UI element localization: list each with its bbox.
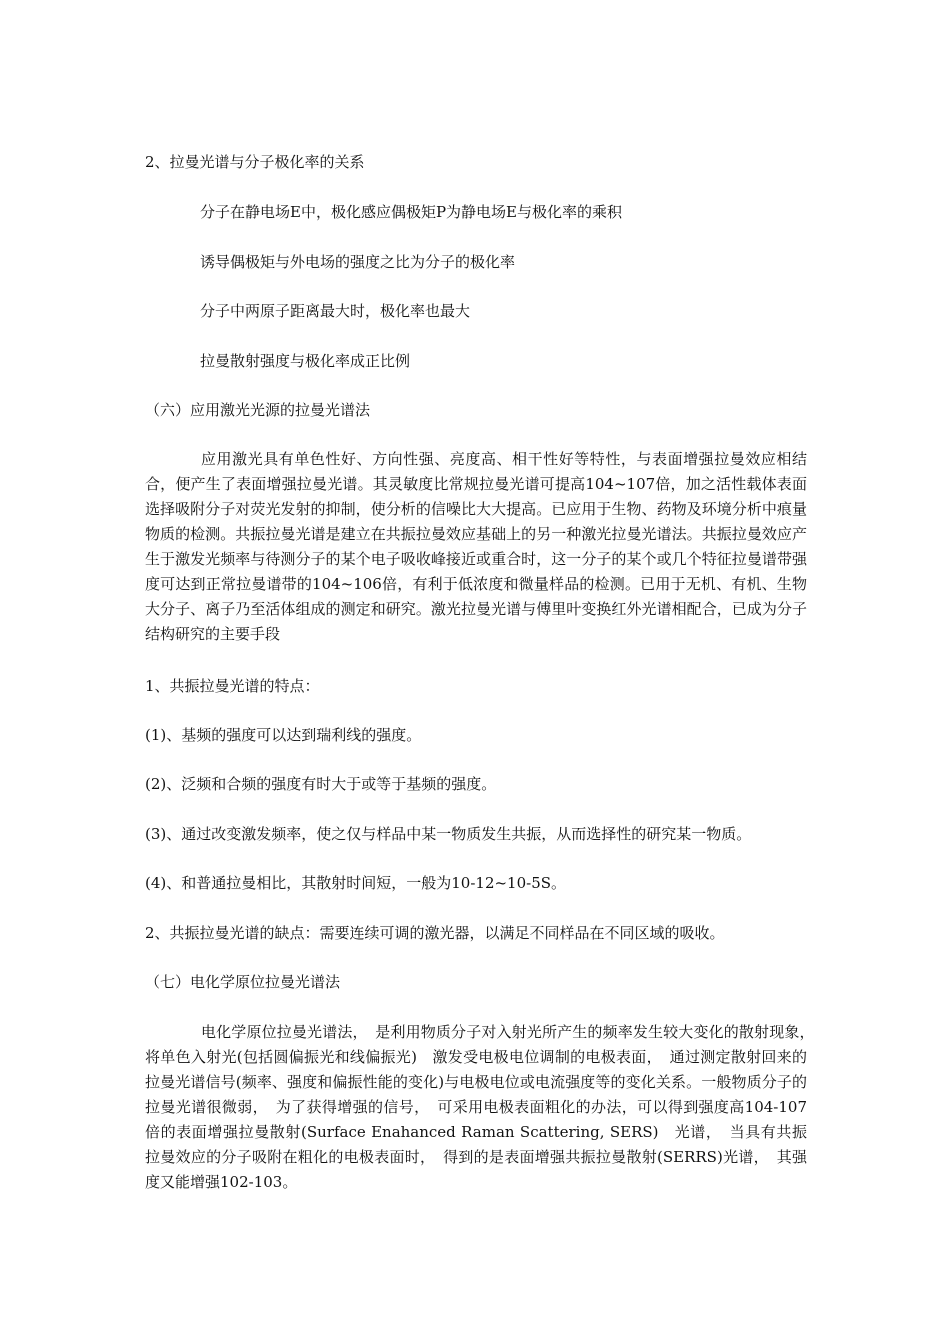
section7-paragraph [145,1020,823,1195]
section2-item-4: 拉曼散射强度与极化率成正比例 [200,352,411,370]
section6-paragraph [145,447,807,647]
section2-heading: 2、拉曼光谱与分子极化率的关系 [145,153,365,171]
section6-paragraph-text: 应用激光具有单色性好、方向性强、亮度高、相干性好等特性，与表面增强拉曼效应相结合，便产生了表面增强拉曼光谱。其灵敏度比常规拉曼光谱可提高104~107倍，加之活性载体表面选择吸附分子对荧光发射的抑制，使分析的信噪比大大提高。已应用于生物、药物及环境分析中痕量物质的检测。共振拉曼光谱是建立在共振拉曼效应基础上的另一种激光拉曼光谱法。共振拉曼效应产生于激发光频率与待测分子的某个电子吸收峰接近或重合时，这一分子的某个或几个特征拉曼谱带强度可达到正常拉曼谱带的104~106倍，有利于低浓度和微量样品的检测。已用于无机、有机、生物大分子、离子乃至活体组成的测定和研究。激光拉曼光谱与傅里叶变换红外光谱相配合，已成为分子结构研究的主要手段 [145,450,807,643]
resonance-feature-2: (2)、泛频和合频的强度有时大于或等于基频的强度。 [145,775,497,793]
resonance-features-heading: 1、共振拉曼光谱的特点： [145,677,320,695]
section6-heading: （六）应用激光光源的拉曼光谱法 [145,401,371,419]
section7-heading: （七）电化学原位拉曼光谱法 [145,973,341,991]
resonance-feature-1: (1)、基频的强度可以达到瑞利线的强度。 [145,726,422,744]
resonance-feature-3: (3)、通过改变激发频率，使之仅与样品中某一物质发生共振，从而选择性的研究某一物质。 [145,825,752,843]
resonance-feature-4: (4)、和普通拉曼相比，其散射时间短，一般为10-12~10-5S。 [145,874,567,892]
section7-paragraph-text: 电化学原位拉曼光谱法， 是利用物质分子对入射光所产生的频率发生较大变化的散射现象， 将单色入射光(包括圆偏振光和线偏振光) 激发受电极电位调制的电极表面， 通过测定散射回来的拉曼光谱信号(频率、强度和偏振性能的变化)与电极电位或电流强度等的变化关系。一般物质分子的拉曼光谱很微弱， 为了获得增强的信号， 可采用电极表面粗化的办法，可以得到强度高104-107倍的表面增强拉曼散射(Surface Enahanced Raman Scattering, SERS) 光谱， 当具有共振拉曼效应的分子吸附在粗化的电极表面时， 得到的是表面增强共振拉曼散射(SERRS)光谱， 其强度又能增强102-103。 [145,1023,823,1191]
section2-item-2: 诱导偶极矩与外电场的强度之比为分子的极化率 [200,253,516,271]
resonance-drawback: 2、共振拉曼光谱的缺点：需要连续可调的激光器，以满足不同样品在不同区域的吸收。 [145,924,725,942]
section2-item-1: 分子在静电场E中，极化感应偶极矩P为静电场E与极化率的乘积 [200,203,622,221]
section2-item-3: 分子中两原子距离最大时，极化率也最大 [200,302,471,320]
